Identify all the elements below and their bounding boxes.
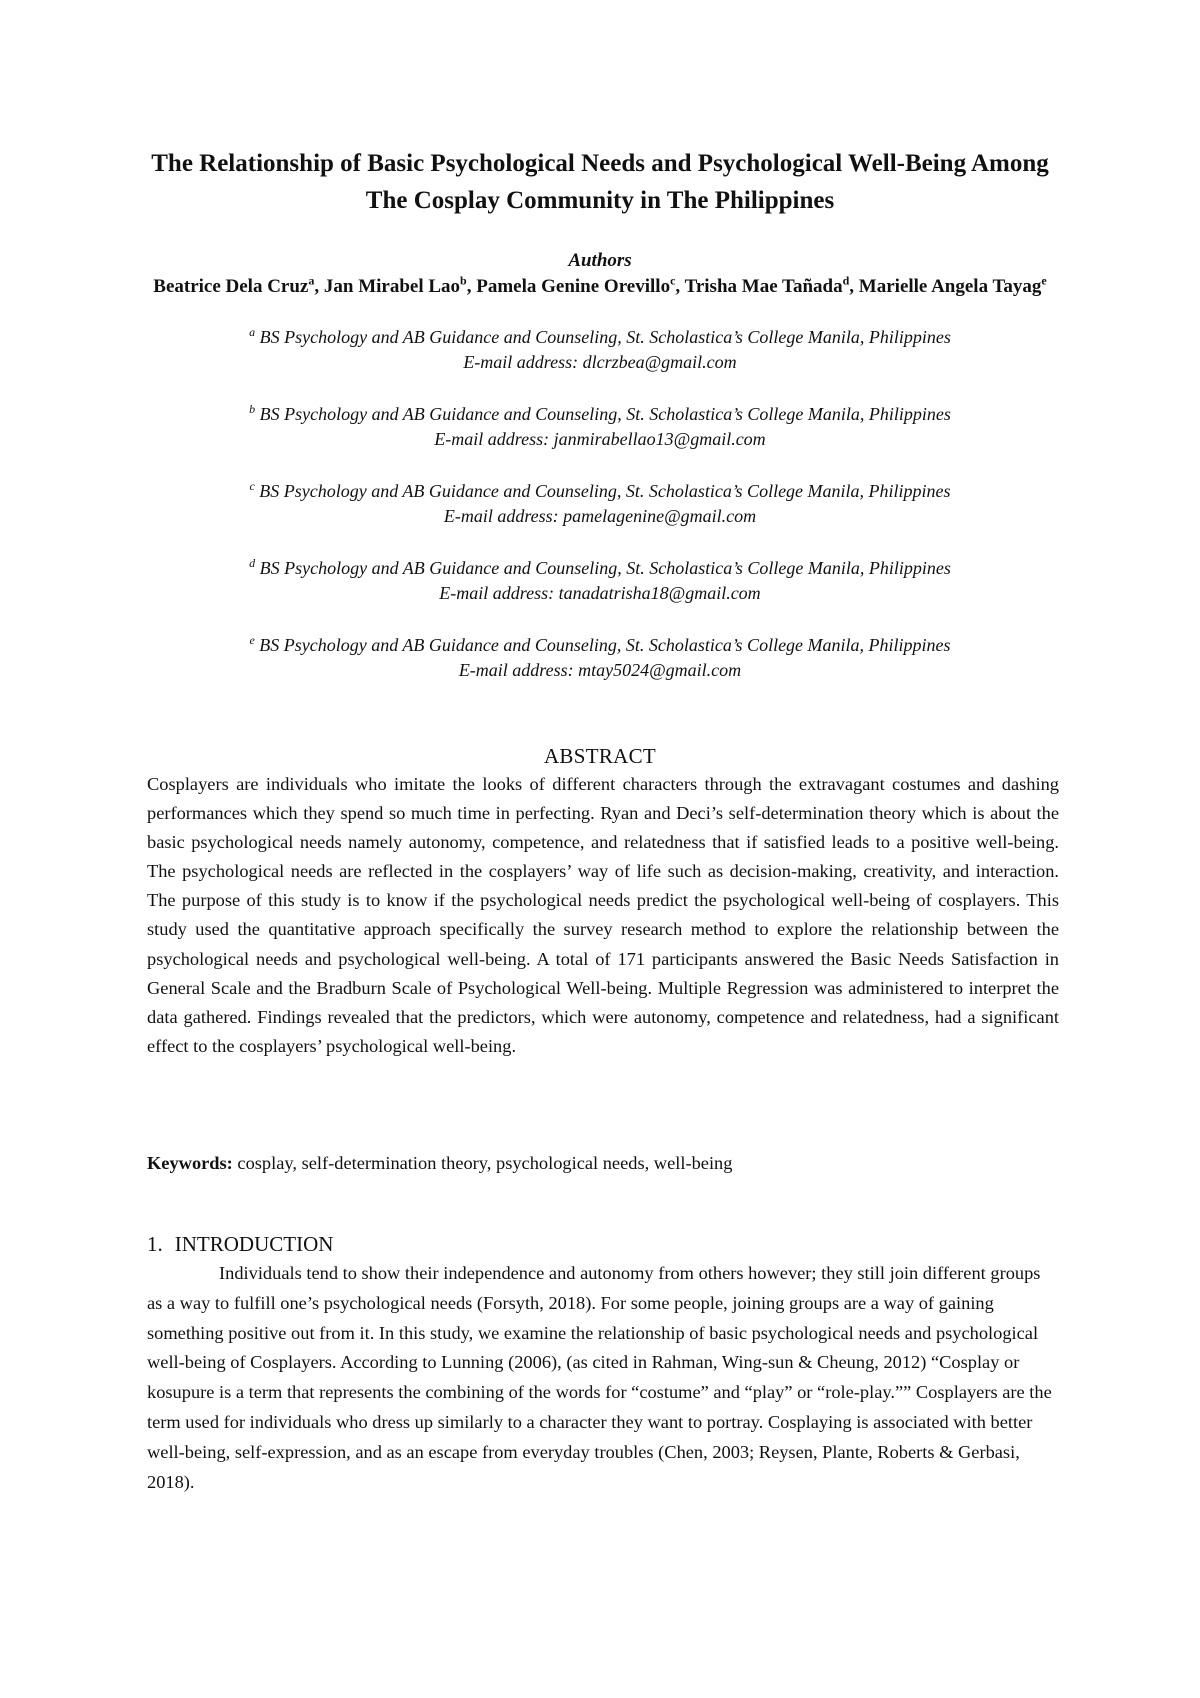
author-superscript: e [1041,273,1047,288]
affiliation-superscript: c [249,479,255,493]
affiliation-email: E-mail address: mtay5024@gmail.com [458,660,742,680]
affiliation-text: BS Psychology and AB Guidance and Counseling, St. Scholastica’s College Manila, Philippines [259,635,951,655]
abstract-heading: ABSTRACT [543,744,657,768]
abstract-body: Cosplayers are individuals who imitate the looks of different characters through the extravagant costumes and dashing performances which they spend so much time in perfecting. Ryan and Deci’s self-determination theory which is about the basic psychological needs namely autonomy, competence, and relatedness that if satisfied leads to a positive well-being. The psychological needs are reflected in the cosplayers’ way of life such as decision-making, creativity, and interaction. The purpose of this study is to know if the psychological needs predict the psychological well-being of cosplayers. This study used the quantitative approach specifically the survey research method to explore the relationship between the psychological needs and psychological well-being. A total of 171 participants answered the Basic Needs Satisfaction in General Scale and the Bradburn Scale of Psychological Well-being. Multiple Regression was administered to interpret the data gathered. Findings revealed that the predictors, which were autonomy, competence and relatedness, had a significant effect to the cosplayers’ psychological well-being. [147,774,1059,1056]
keywords-label: Keywords: [147,1153,233,1173]
affiliation-email: E-mail address: tanadatrisha18@gmail.com [439,583,761,603]
keywords [147,1150,1059,1176]
introduction-body: Individuals tend to show their independence and autonomy from others however; they still join different groups as a way to fulfill one’s psychological needs (Forsyth, 2018). For some people, joining groups are a way of gaining something positive out from it. In this study, we examine the relationship of basic psychological needs and psychological well-being of Cosplayers. According to Lunning (2006), (as cited in Rahman, Wing-sun & Cheung, 2012) “Cosplay or kosupure is a term that represents the combining of the words for “costume” and “play” or “role-play.”” Cosplayers are the term used for individuals who dress up similarly to a character they want to portray. Cosplaying is associated with better well-being, self-expression, and as an escape from everyday troubles (Chen, 2003; Reysen, Plante, Roberts & Gerbasi, 2018). [147,1263,1052,1492]
section-heading-introduction [147,1231,1047,1257]
author-separator: , [675,276,685,297]
author-superscript: d [842,273,850,288]
affiliation-superscript: b [249,402,256,416]
author-name: Jan Mirabel Lao [323,276,461,297]
affiliation-superscript: d [249,556,256,570]
affiliation-superscript: a [249,325,256,339]
affiliation [100,479,1100,529]
affiliation-text: BS Psychology and AB Guidance and Counseling, St. Scholastica’s College Manila, Philippines [259,404,951,424]
affiliation [100,556,1100,606]
paper-title: The Relationship of Basic Psychological Needs and Psychological Well-Being Among The Cosplay Community in The Philippines [151,150,1049,214]
author-name: Marielle Angela Tayag [858,276,1042,297]
author-separator: , [314,276,324,297]
affiliation [100,325,1100,375]
affiliation-text: BS Psychology and AB Guidance and Counseling, St. Scholastica’s College Manila, Philippines [259,481,951,501]
authors-heading: Authors [568,250,632,271]
author-list [150,274,1050,300]
affiliation [100,402,1100,452]
affiliation-email: E-mail address: pamelagenine@gmail.com [443,506,757,526]
author-superscript: b [460,273,467,288]
author-separator: , [466,276,477,297]
affiliations [100,325,1100,710]
section-number: 1. [147,1232,163,1256]
author-separator: , [849,276,859,297]
affiliation [100,633,1100,683]
author-name: Beatrice Dela Cruz [153,276,309,297]
author-superscript: c [670,273,676,288]
affiliation-superscript: e [249,633,255,647]
affiliation-email: E-mail address: dlcrzbea@gmail.com [463,352,737,372]
keywords-text: cosplay, self-determination theory, psychological needs, well-being [237,1153,733,1173]
section-title: INTRODUCTION [174,1232,334,1256]
affiliation-text: BS Psychology and AB Guidance and Counseling, St. Scholastica’s College Manila, Philippines [259,327,951,347]
author-name: Pamela Genine Orevillo [476,276,671,297]
affiliation-text: BS Psychology and AB Guidance and Counseling, St. Scholastica’s College Manila, Philippines [259,558,951,578]
author-name: Trisha Mae Tañada [684,276,843,297]
affiliation-email: E-mail address: janmirabellao13@gmail.com [434,429,766,449]
author-superscript: a [308,273,315,288]
